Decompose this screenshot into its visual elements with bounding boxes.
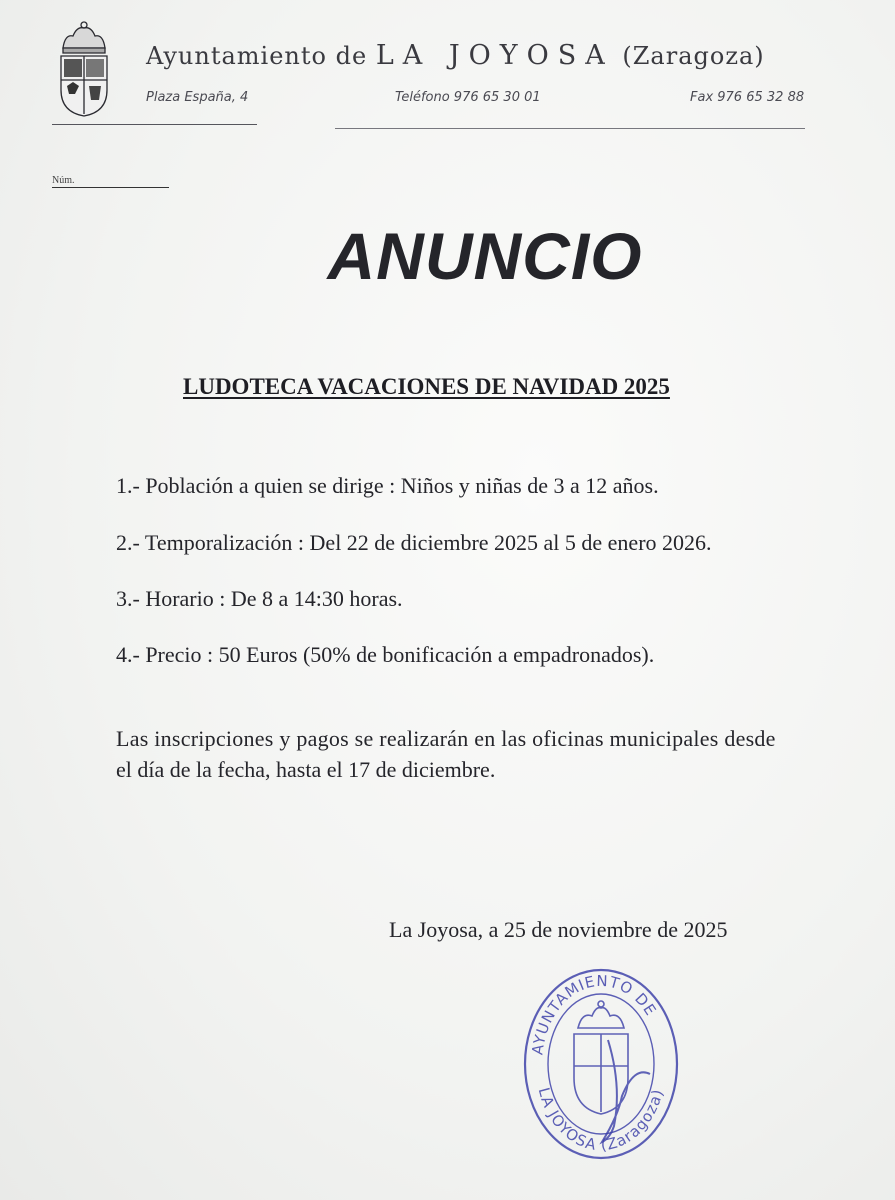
letterhead-prefix: Ayuntamiento de — [146, 42, 368, 70]
stamp-top-text: AYUNTAMIENTO DE — [528, 971, 661, 1056]
paragraph-line-2: el día de la fecha, hasta el 17 de diciembre. — [116, 757, 496, 782]
letterhead-title — [146, 40, 826, 71]
list-item: 1.- Población a quien se dirige : Niños y niñas de 3 a 12 años. — [116, 473, 659, 498]
date-line: La Joyosa, a 25 de noviembre de 2025 — [389, 917, 728, 942]
letterhead-fax: Fax 976 65 32 88 — [690, 90, 805, 105]
official-stamp — [522, 966, 680, 1162]
document-subtitle: LUDOTECA VACACIONES DE NAVIDAD 2025 — [183, 374, 670, 399]
list-item: 4.- Precio : 50 Euros (50% de bonificación a empadronados). — [116, 642, 655, 667]
list-item: 3.- Horario : De 8 a 14:30 horas. — [116, 586, 403, 611]
document-title: ANUNCIO — [327, 219, 643, 293]
coat-of-arms-icon — [55, 20, 113, 118]
letterhead-divider-right — [335, 128, 805, 129]
list-item: 2.- Temporalización : Del 22 de diciembre 2025 al 5 de enero 2026. — [116, 530, 712, 555]
letterhead-province: (Zaragoza) — [622, 42, 765, 70]
paragraph-line-1: Las inscripciones y pagos se realizarán en las oficinas municipales desde — [116, 726, 776, 751]
number-label: Núm. — [52, 175, 75, 186]
letterhead-address: Plaza España, 4 — [146, 90, 249, 105]
letterhead-town: LA JOYOSA — [375, 40, 614, 71]
registration-paragraph — [116, 723, 851, 785]
letterhead-divider-left — [52, 124, 257, 125]
number-line — [52, 187, 169, 188]
stamp-bottom-text: LA JOYOSA (Zaragoza) — [534, 1085, 668, 1155]
letterhead-phone: Teléfono 976 65 30 01 — [395, 90, 541, 105]
